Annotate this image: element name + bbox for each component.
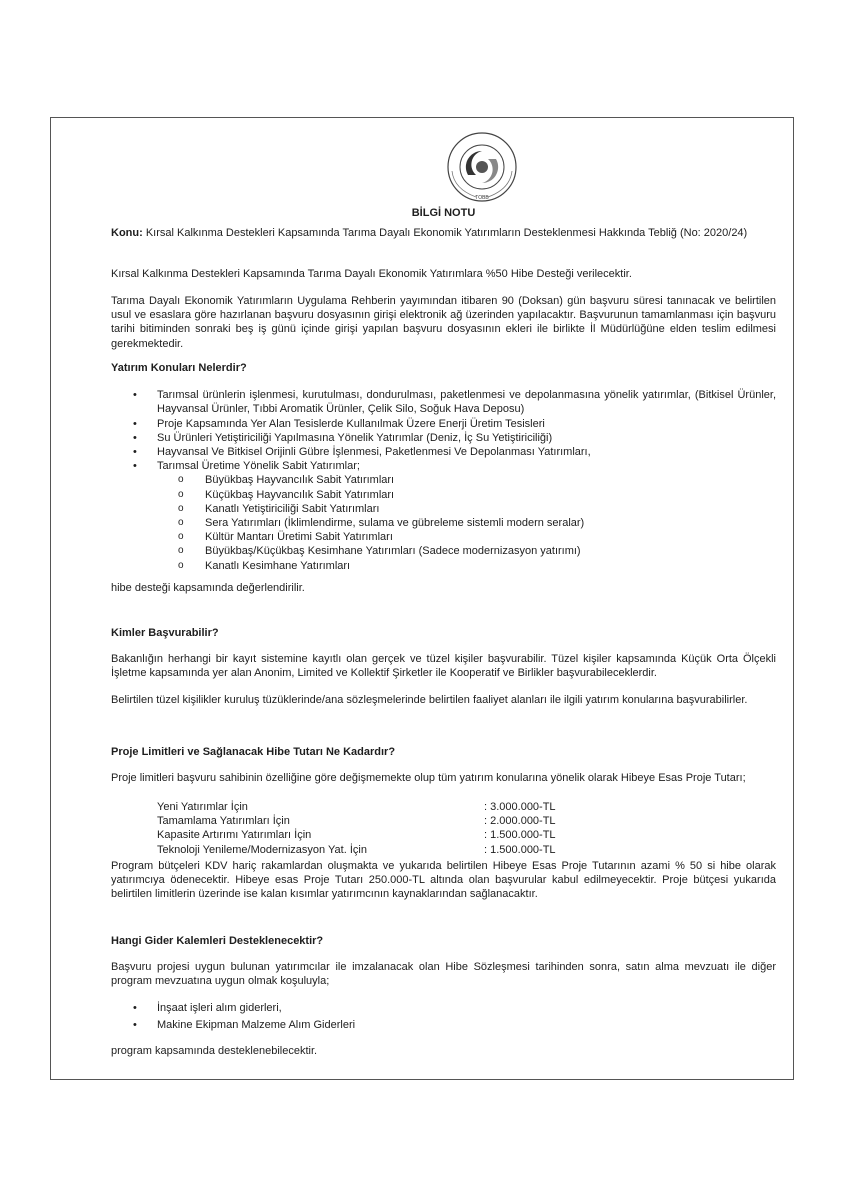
section-eligibility xyxy=(111,626,776,707)
list-item: • Hayvansal Ve Bitkisel Orijinli Gübre İşlenmesi, Paketlenmesi Ve Depolanması Yatırımları, xyxy=(133,446,591,459)
list-item: • Makine Ekipman Malzeme Alım Giderleri xyxy=(133,1018,356,1031)
section-heading: Proje Limitleri ve Sağlanacak Hibe Tutarı Ne Kadardır? xyxy=(111,746,396,758)
eligibility-text: Belirtilen tüzel kişilikler kuruluş tüzüklerinde/ana sözleşmelerinde belirtilen faaliyet alanları ile ilgili yatırım konularına başvurabilirler. xyxy=(111,693,748,706)
section-project-limits xyxy=(111,745,776,785)
limits-intro: Proje limitleri başvuru sahibinin özelliğine göre değişmemekte olup tüm yatırım konularına yönelik olarak Hibeye Esas Proje Tutarı; xyxy=(111,772,746,785)
section-closing: hibe desteği kapsamında değerlendirilir. xyxy=(111,581,305,594)
section-heading: Hangi Gider Kalemleri Desteklenecektir? xyxy=(111,935,324,947)
section-heading: Kimler Başvurabilir? xyxy=(111,627,219,639)
application-text: Tarıma Dayalı Ekonomik Yatırımların Uygulama Rehberin yayımından itibaren 90 (Doksan) gün başvuru süresi tanınacak ve belirtilen usul ve esaslara göre hazırlanan başvuru dosyasının girişi elektronik ağ üzerinden yapılacaktır. Başvurunun tamamlanması için başvuru tarihi bitiminden sonraki beş iş günü içinde girişi yapılan başvuru dosyasının ekleri ile birlikte İl Müdürlüğüne elden teslim edilmesi gerekmektedir. xyxy=(111,295,776,350)
costs-list xyxy=(111,1001,776,1032)
investment-list xyxy=(111,388,776,473)
costs-intro: Başvuru projesi uygun bulunan yatırımcılar ile imzalanacak olan Hibe Sözleşmesi tarihinden sonra, satın alma mevzuatı ile diğer program mevzuatına uygun olmak koşuluyla; xyxy=(111,961,776,988)
list-item: • Proje Kapsamında Yer Alan Tesislerde Kullanılmak Üzere Enerji Üretim Tesisleri xyxy=(133,417,545,430)
sublist-item: o Kanatlı Kesimhane Yatırımları xyxy=(178,559,351,572)
section-investment-topics xyxy=(111,361,776,595)
list-item: • Su Ürünleri Yetiştiriciliği Yapılmasına Yönelik Yatırımlar (Deniz, İç Su Yetiştiriciliği) xyxy=(133,431,553,444)
section-eligible-costs xyxy=(111,934,776,1058)
eligibility-text: Bakanlığın herhangi bir kayıt sistemine kayıtlı olan gerçek ve tüzel kişiler başvurabilir. Tüzel kişiler kapsamında Küçük Orta Ölçekli İşletme kapsamında yer alan Anonim, Limited ve Kollektif Şirketler ile Kooperatif ve Birlikler başvurabileceklerdir. xyxy=(111,653,776,680)
document-frame xyxy=(50,117,794,1080)
subject-label: Konu: xyxy=(111,227,143,239)
subject-paragraph xyxy=(111,226,776,240)
tobb-logo xyxy=(446,131,518,203)
page-title: BİLGİ NOTU xyxy=(411,207,476,219)
sublist-item: o Kültür Mantarı Üretimi Sabit Yatırımları xyxy=(178,531,393,544)
logo-abbr: TOBB xyxy=(475,195,489,201)
subject-text: Kırsal Kalkınma Destekleri Kapsamında Tarıma Dayalı Ekonomik Yatırımların Desteklenmesi Hakkında Tebliğ (No: 2020/24) xyxy=(142,227,748,239)
limit-row: Teknoloji Yenileme/Modernizasyon Yat. İçin : 1.500.000-TL xyxy=(157,843,556,856)
sublist-item: o Küçükbaş Hayvancılık Sabit Yatırımları xyxy=(178,488,395,501)
section-closing: program kapsamında desteklenebilecektir. xyxy=(111,1045,318,1058)
fixed-investment-sublist xyxy=(111,473,776,572)
list-item: • Tarımsal ürünlerin işlenmesi, kurutulması, dondurulması, paketlenmesi ve depolanmasına yönelik yatırımlar, (Bitkisel Ürünler, Hayvansal Ürünler, Tıbbi Aromatik Ürünler, Çelik Silo, Soğuk Hava Deposu) xyxy=(133,389,776,416)
limits-table xyxy=(111,800,776,857)
list-item: • İnşaat işleri alım giderleri, xyxy=(133,1001,282,1014)
sublist-item: o Büyükbaş/Küçükbaş Kesimhane Yatırımları (Sadece modernizasyon yatırımı) xyxy=(178,545,581,558)
budget-text: Program bütçeleri KDV hariç rakamlardan oluşmakta ve yukarıda belirtilen Hibeye Esas Proje Tutarının azami % 50 si hibe olarak yatırımcıya ödenecektir. Hibeye esas Proje Tutarı 250.000-TL altında olan başvurular kabul edilmeyecektir. Proje bütçesi yukarıda belirtilen limitlerin üzerinde ise kalan kısımlar yatırımcının kaynaklarından sağlanacaktır. xyxy=(111,860,776,901)
sublist-item: o Sera Yatırımları (İklimlendirme, sulama ve gübreleme sistemli modern seralar) xyxy=(178,517,585,530)
list-item: • Tarımsal Üretime Yönelik Sabit Yatırımlar; xyxy=(133,460,360,473)
sublist-item: o Büyükbaş Hayvancılık Sabit Yatırımları xyxy=(178,474,395,487)
limit-row: Kapasite Artırımı Yatırımları İçin : 1.500.000-TL xyxy=(157,829,556,842)
limit-row: Yeni Yatırımlar İçin : 3.000.000-TL xyxy=(157,801,556,813)
section-heading: Yatırım Konuları Nelerdir? xyxy=(111,362,247,374)
sublist-item: o Kanatlı Yetiştiriciliği Sabit Yatırımları xyxy=(178,502,380,515)
limit-row: Tamamlama Yatırımları İçin : 2.000.000-TL xyxy=(157,815,556,828)
budget-paragraph xyxy=(111,859,776,902)
application-paragraph xyxy=(111,294,776,351)
intro-paragraph xyxy=(111,267,776,281)
intro-text: Kırsal Kalkınma Destekleri Kapsamında Tarıma Dayalı Ekonomik Yatırımlara %50 Hibe Desteği verilecektir. xyxy=(111,268,632,280)
